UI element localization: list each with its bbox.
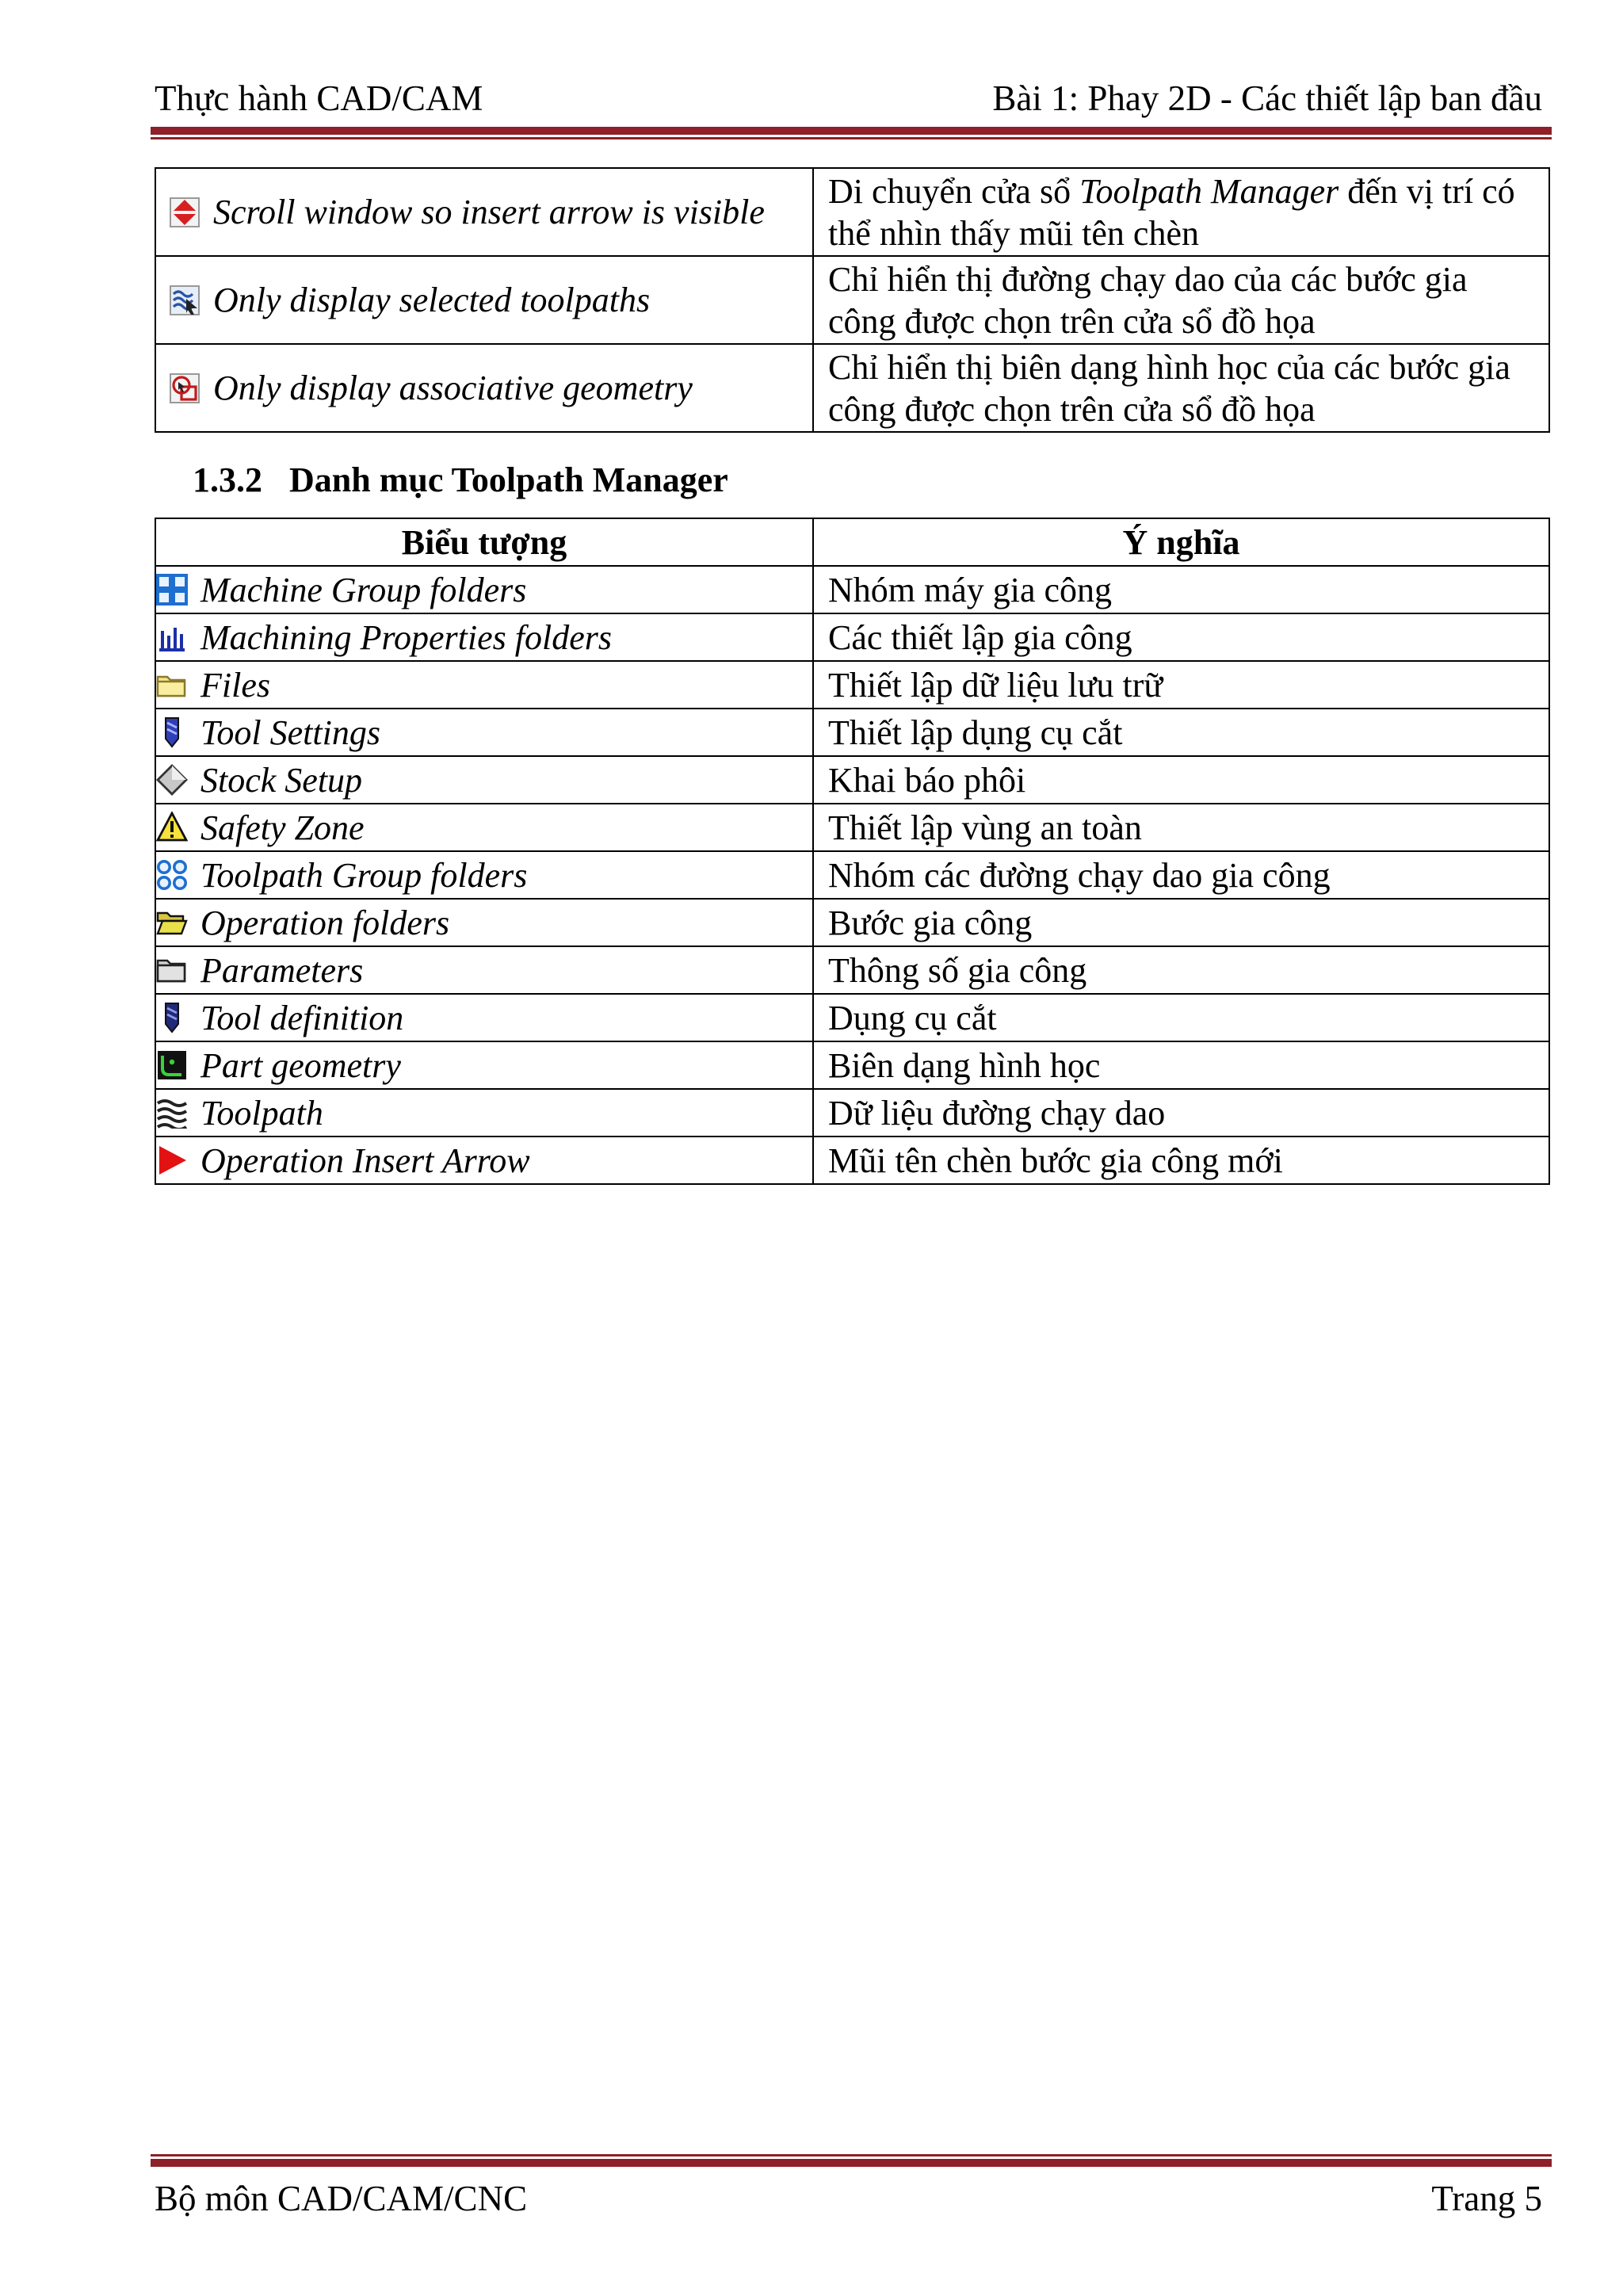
meaning-cell: Nhóm máy gia công <box>813 566 1549 613</box>
meaning-cell: Các thiết lập gia công <box>813 613 1549 661</box>
footer-rule-thin <box>151 2154 1552 2157</box>
meaning-cell: Mũi tên chèn bước gia công mới <box>813 1137 1549 1184</box>
table-row <box>155 256 1549 344</box>
description-text: Chỉ hiển thị đường chạy dao của các bước gia công được chọn trên cửa sổ đồ họa <box>828 259 1468 341</box>
item-name: Safety Zone <box>200 808 365 847</box>
toolpath-manager-table <box>155 518 1550 1185</box>
display-selected-toolpaths-icon <box>169 285 200 316</box>
item-name: Tool Settings <box>200 712 380 752</box>
icon-cell <box>155 804 813 851</box>
item-name: Machining Properties folders <box>200 617 612 657</box>
icon-cell <box>155 946 813 994</box>
item-name: Stock Setup <box>200 760 363 800</box>
safety-zone-icon <box>156 812 188 843</box>
meaning-cell: Dữ liệu đường chạy dao <box>813 1089 1549 1137</box>
description-text-end: đến vị trí có thể nhìn thấy mũi tên chèn <box>828 171 1515 253</box>
item-name: Only display selected toolpaths <box>213 281 651 319</box>
icon-cell <box>155 256 813 344</box>
header-course-title: Thực hành CAD/CAM <box>155 78 483 118</box>
item-name: Toolpath <box>200 1093 323 1133</box>
stock-setup-icon <box>156 764 188 796</box>
icon-cell <box>155 168 813 256</box>
table-row <box>155 851 1549 899</box>
header-rule <box>151 127 1552 135</box>
table-row <box>155 566 1549 613</box>
icon-cell <box>155 994 813 1041</box>
icon-cell <box>155 851 813 899</box>
item-name: Files <box>200 665 270 705</box>
column-header-icon: Biểu tượng <box>155 518 813 566</box>
meaning-cell: Thiết lập dữ liệu lưu trữ <box>813 661 1549 709</box>
parameters-folder-icon <box>156 954 188 986</box>
icon-cell <box>155 756 813 804</box>
icon-cell <box>155 344 813 432</box>
table-row <box>155 804 1549 851</box>
files-folder-icon <box>156 669 188 701</box>
description-cell <box>813 256 1549 344</box>
tool-definition-icon <box>156 1002 188 1033</box>
item-name: Only display associative geometry <box>213 369 693 407</box>
section-number: 1.3.2 <box>193 460 262 499</box>
description-emphasis: Toolpath Manager <box>1079 171 1339 211</box>
operation-insert-arrow-icon <box>156 1144 188 1176</box>
table-row <box>155 613 1549 661</box>
meaning-cell: Thiết lập vùng an toàn <box>813 804 1549 851</box>
meaning-cell: Nhóm các đường chạy dao gia công <box>813 851 1549 899</box>
item-name: Scroll window so insert arrow is visible <box>213 193 765 231</box>
meaning-cell: Thiết lập dụng cụ cắt <box>813 709 1549 756</box>
table-row <box>155 1041 1549 1089</box>
header-rule-thin <box>151 137 1552 139</box>
icon-cell <box>155 709 813 756</box>
scroll-insert-arrow-icon <box>169 197 200 228</box>
icon-cell <box>155 1089 813 1137</box>
item-name: Machine Group folders <box>200 570 527 609</box>
icon-cell <box>155 613 813 661</box>
toolpath-group-icon <box>156 859 188 891</box>
item-name: Parameters <box>200 950 364 990</box>
item-name: Operation Insert Arrow <box>200 1140 530 1180</box>
item-name: Toolpath Group folders <box>200 855 528 895</box>
table-row <box>155 709 1549 756</box>
item-name: Part geometry <box>200 1045 401 1085</box>
description-cell <box>813 344 1549 432</box>
description-cell <box>813 168 1549 256</box>
description-text: Di chuyển cửa sổ <box>828 171 1080 211</box>
table-row <box>155 168 1549 256</box>
table-row <box>155 899 1549 946</box>
tool-settings-icon <box>156 716 188 748</box>
table-row <box>155 994 1549 1041</box>
part-geometry-icon <box>156 1049 188 1081</box>
header-lesson-title: Bài 1: Phay 2D - Các thiết lập ban đầu <box>992 78 1542 118</box>
icon-cell <box>155 1041 813 1089</box>
operation-folder-icon <box>156 907 188 938</box>
table-row <box>155 756 1549 804</box>
table-row <box>155 661 1549 709</box>
meaning-cell: Dụng cụ cắt <box>813 994 1549 1041</box>
description-text: Chỉ hiển thị biên dạng hình học của các bước gia công được chọn trên cửa sổ đồ họa <box>828 347 1510 429</box>
section-heading <box>193 457 728 504</box>
table-header-row <box>155 518 1549 566</box>
meaning-cell: Biên dạng hình học <box>813 1041 1549 1089</box>
toolbar-buttons-table <box>155 167 1550 433</box>
item-name: Operation folders <box>200 903 450 942</box>
footer-rule <box>151 2159 1552 2167</box>
table-row <box>155 1089 1549 1137</box>
section-title: Danh mục Toolpath Manager <box>289 460 728 499</box>
table-row <box>155 344 1549 432</box>
icon-cell <box>155 566 813 613</box>
meaning-cell: Khai báo phôi <box>813 756 1549 804</box>
icon-cell <box>155 661 813 709</box>
machine-group-icon <box>156 574 188 606</box>
meaning-cell: Thông số gia công <box>813 946 1549 994</box>
machining-properties-icon <box>156 621 188 653</box>
display-associative-geometry-icon <box>169 372 200 404</box>
table-row <box>155 946 1549 994</box>
page-number: Trang 5 <box>1431 2179 1542 2218</box>
icon-cell <box>155 899 813 946</box>
footer-department: Bộ môn CAD/CAM/CNC <box>155 2179 528 2218</box>
meaning-cell: Bước gia công <box>813 899 1549 946</box>
item-name: Tool definition <box>200 998 404 1037</box>
column-header-meaning: Ý nghĩa <box>813 518 1549 566</box>
icon-cell <box>155 1137 813 1184</box>
toolpath-icon <box>156 1097 188 1129</box>
table-row <box>155 1137 1549 1184</box>
